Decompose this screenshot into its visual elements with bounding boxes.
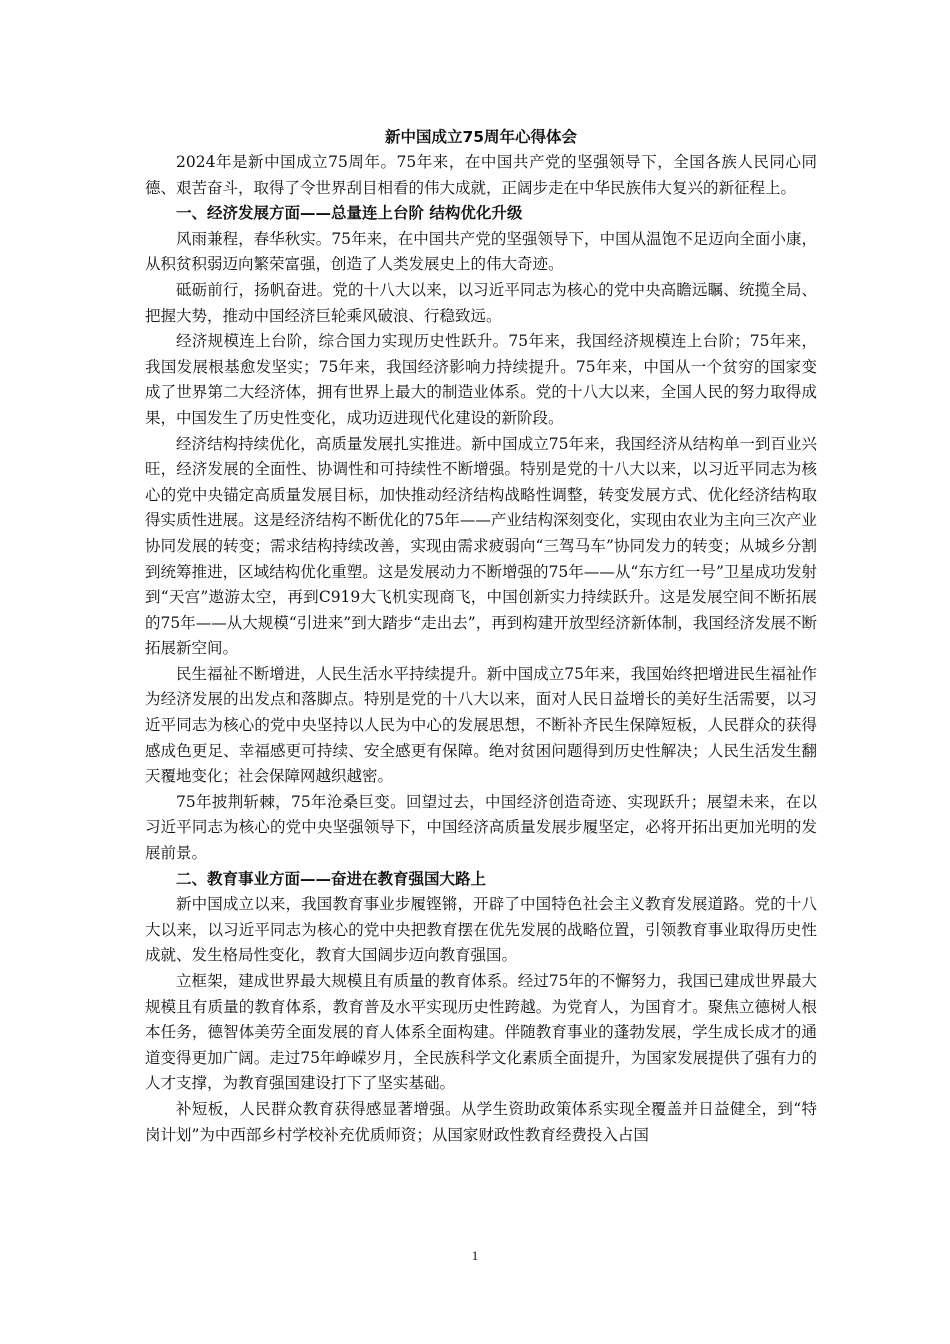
paragraph: 砥砺前行，扬帆奋进。党的十八大以来，以习近平同志为核心的党中央高瞻远瞩、统揽全局、把握大势，推动中国经济巨轮乘风破浪、行稳致远。 (145, 280, 817, 325)
paragraph: 经济规模连上台阶，综合国力实现历史性跃升。75年来，我国经济规模连上台阶；75年来，我国发展根基愈发坚实；75年来，我国经济影响力持续提升。75年来，中国从一个贫穷的国家变成了世界第二大经济体，拥有世界上最大的制造业体系。党的十八大以来，全国人民的努力取得成果，中国发生了历史性变化，成功迈进现代化建设的新阶段。 (145, 332, 817, 427)
paragraph: 75年披荆斩棘，75年沧桑巨变。回望过去，中国经济创造奇迹、实现跃升；展望未来，在以习近平同志为核心的党中央坚强领导下，中国经济高质量发展步履坚定，必将开拓出更加光明的发展前景。 (145, 792, 817, 863)
paragraph: 立框架，建成世界最大规模且有质量的教育体系。经过75年的不懈努力，我国已建成世界最大规模且有质量的教育体系，教育普及水平实现历史性跨越。为党育人，为国育才。聚焦立德树人根本任务，德智体美劳全面发展的育人体系全面构建。伴随教育事业的蓬勃发展，学生成长成才的通道变得更加广阔。走过75年峥嵘岁月，全民族科学文化素质全面提升，为国家发展提供了强有力的人才支撑，为教育强国建设打下了坚实基础。 (145, 972, 817, 1093)
paragraph: 民生福祉不断增进，人民生活水平持续提升。新中国成立75年来，我国始终把增进民生福祉作为经济发展的出发点和落脚点。特别是党的十八大以来，面对人民日益增长的美好生活需要，以习近平同志为核心的党中央坚持以人民为中心的发展思想，不断补齐民生保障短板，人民群众的获得感成色更足、幸福感更可持续、安全感更有保障。绝对贫困问题得到历史性解决；人民生活发生翻天覆地变化；社会保障网越织越密。 (145, 664, 817, 786)
paragraph: 补短板，人民群众教育获得感显著增强。从学生资助政策体系实现全覆盖并日益健全，到“特岗计划”为中西部乡村学校补充优质师资；从国家财政性教育经费投入占国 (145, 1099, 817, 1144)
document-body (145, 150, 817, 1148)
document-page (145, 124, 817, 1148)
paragraph: 新中国成立以来，我国教育事业步履铿锵，开辟了中国特色社会主义教育发展道路。党的十八大以来，以习近平同志为核心的党中央把教育摆在优先发展的战略位置，引领教育事业取得历史性成就、发生格局性变化，教育大国阔步迈向教育强国。 (145, 895, 817, 965)
paragraph: 2024年是新中国成立75周年。75年来，在中国共产党的坚强领导下，全国各族人民同心同德、艰苦奋斗，取得了令世界刮目相看的伟大成就，正阔步走在中华民族伟大复兴的新征程上。 (145, 153, 817, 197)
section-heading: 二、教育事业方面——奋进在教育强国大路上 (176, 869, 487, 888)
paragraph: 经济结构持续优化，高质量发展扎实推进。新中国成立75年来，我国经济从结构单一到百业兴旺，经济发展的全面性、协调性和可持续性不断增强。特别是党的十八大以来，以习近平同志为核心的党中央锚定高质量发展目标，加快推动经济结构战略性调整，转变发展方式、优化经济结构取得实质性进展。这是经济结构不断优化的75年——产业结构深刻变化，实现由农业为主向三次产业协同发展的转变；需求结构持续改善，实现由需求疲弱向“三驾马车”协同发力的转变；从城乡分割到统筹推进，区域结构优化重塑。这是发展动力不断增强的75年——从“东方红一号”卫星成功发射到“天宫”遨游太空，再到C919大飞机实现商飞，中国创新实力持续跃升。这是发展空间不断拓展的75年——从大规模“引进来”到大踏步“走出去”，再到构建开放型经济新体制，我国经济发展不断拓展新空间。 (145, 434, 817, 658)
page-number: 1 (471, 1248, 479, 1263)
section-heading: 一、经济发展方面——总量连上台阶 结构优化升级 (176, 204, 523, 223)
document-title: 新中国成立75周年心得体会 (384, 128, 578, 146)
paragraph: 风雨兼程，春华秋实。75年来，在中国共产党的坚强领导下，中国从温饱不足迈向全面小康，从积贫积弱迈向繁荣富强，创造了人类发展史上的伟大奇迹。 (145, 229, 817, 274)
